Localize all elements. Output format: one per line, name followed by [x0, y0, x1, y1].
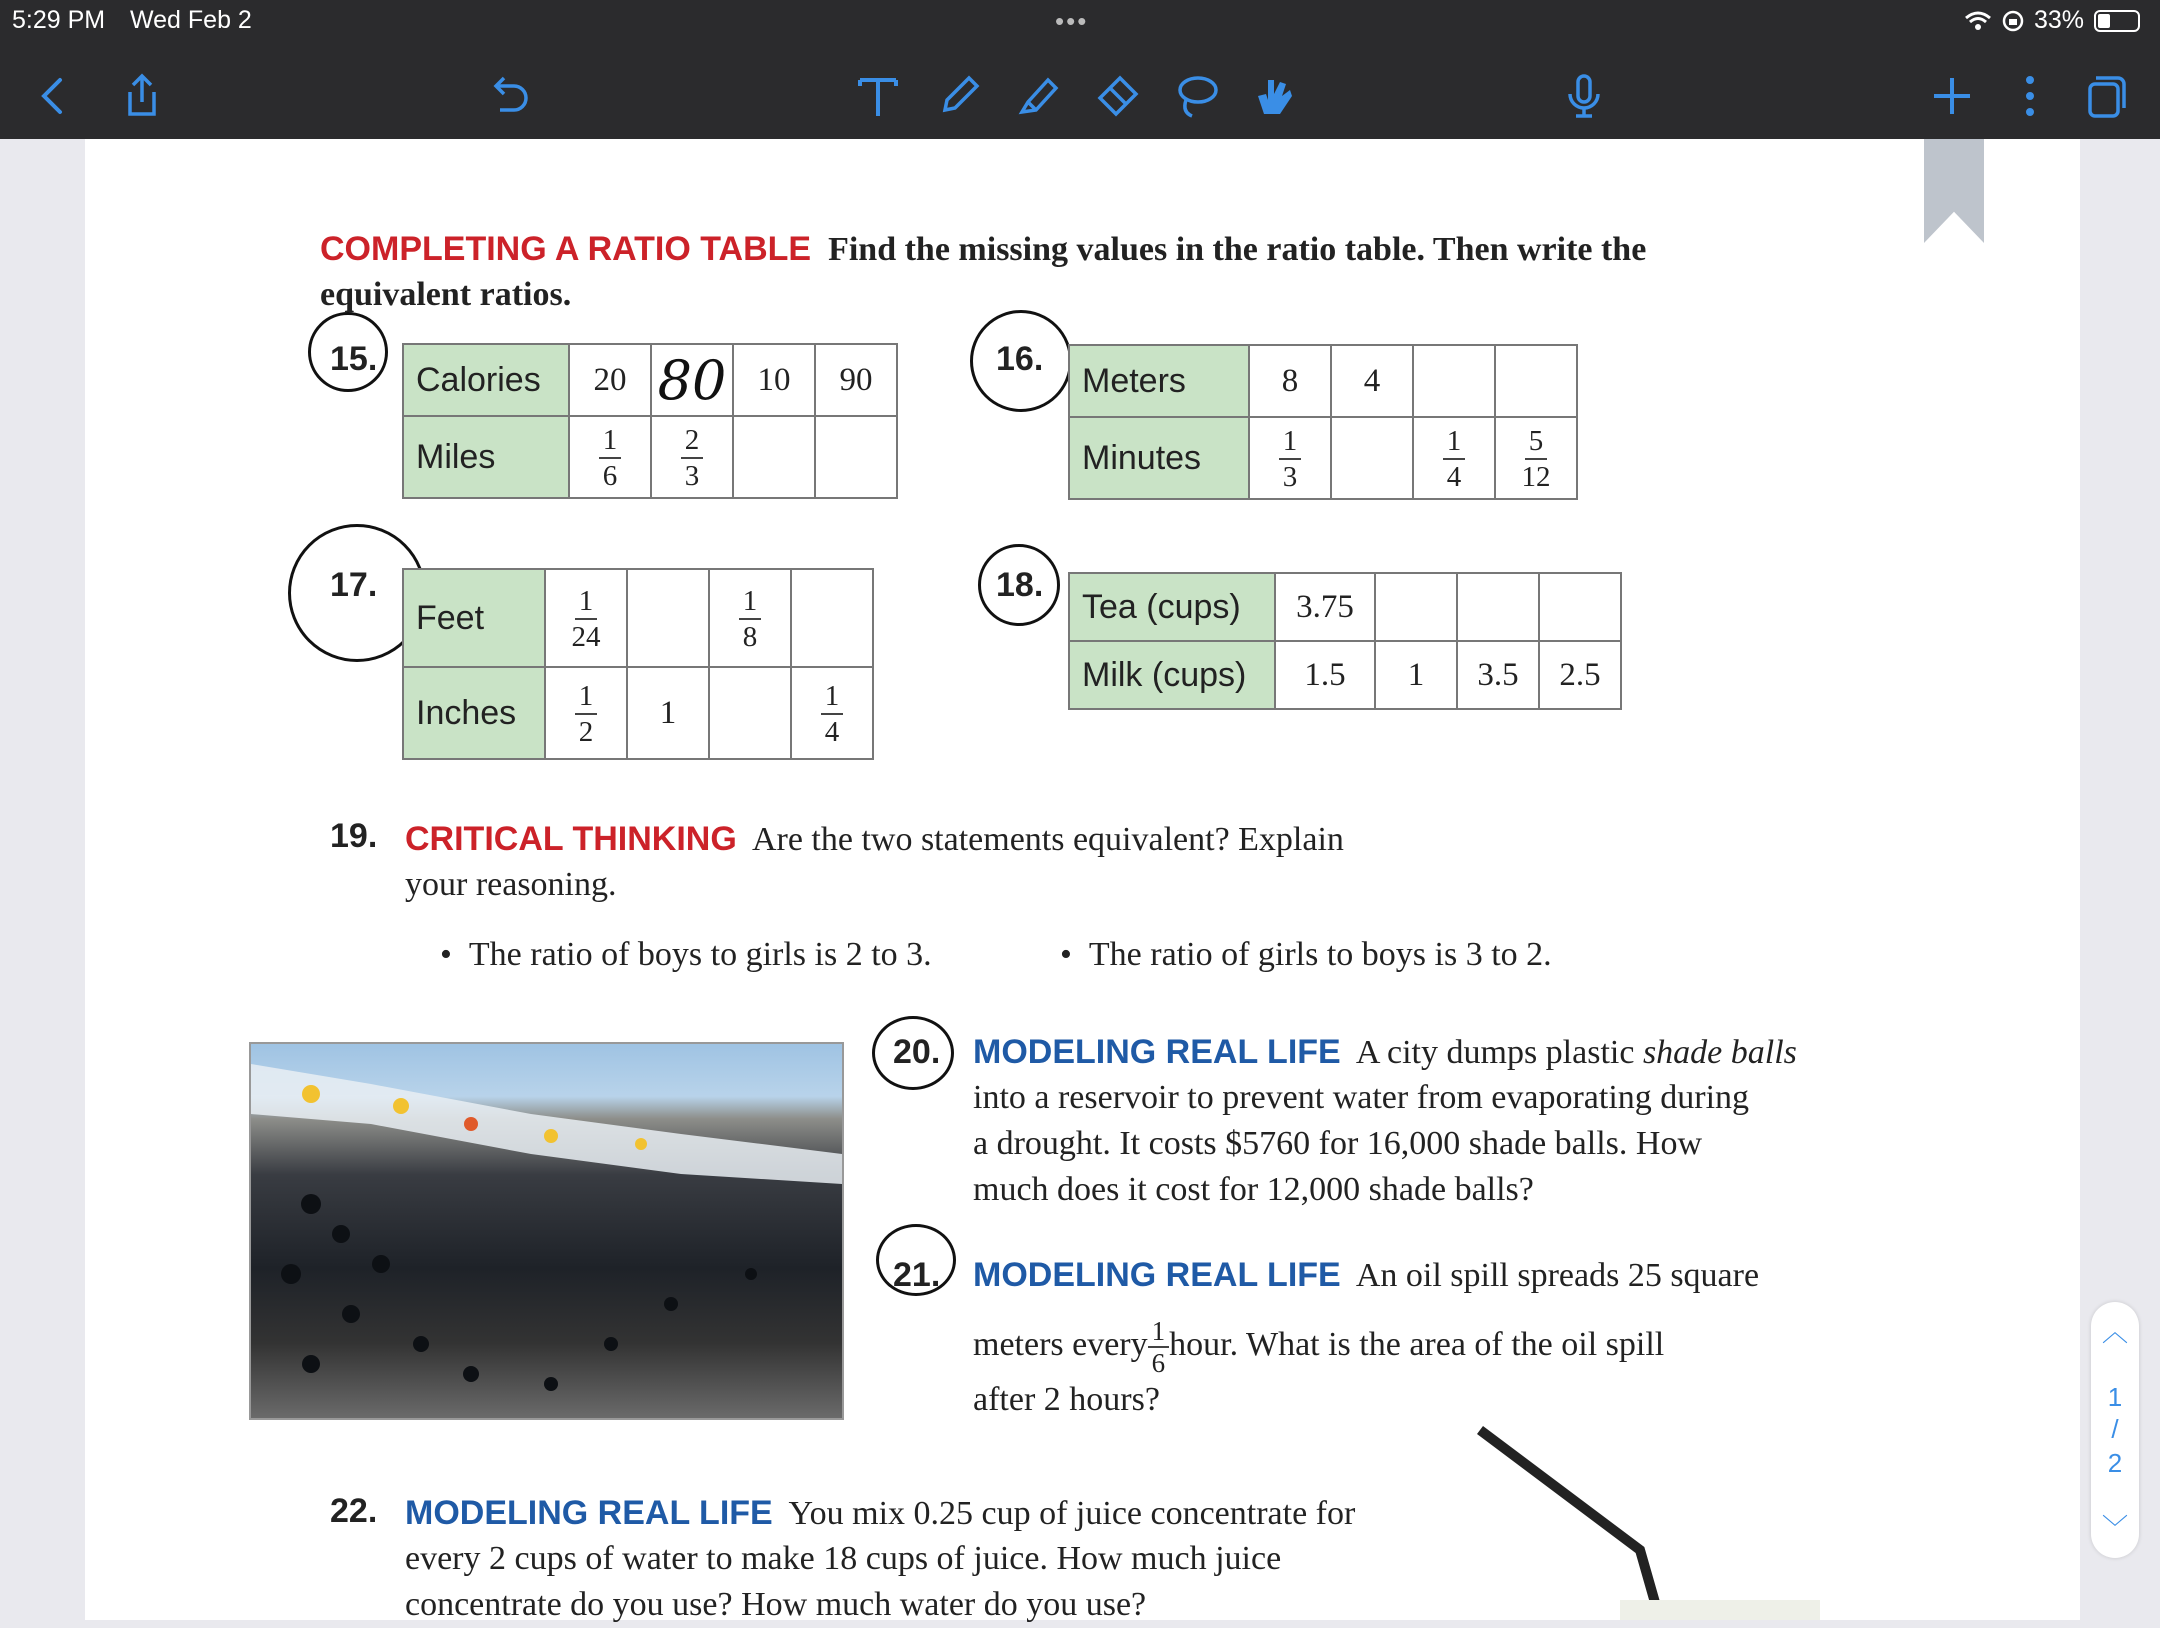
more-icon[interactable]: [2004, 68, 2056, 124]
table-cell: [1413, 345, 1495, 417]
intro-instruction-2: equivalent ratios.: [320, 276, 572, 313]
problem-18-number: 18.: [996, 566, 1044, 604]
page-navigator[interactable]: [2091, 1302, 2139, 1558]
table-cell: [1331, 417, 1413, 499]
share-icon[interactable]: [116, 68, 168, 124]
table-cell: $\frac{2}{3}$: [651, 416, 733, 498]
problem-20-line1: MODELING REAL LIFE A city dumps plastic shade balls: [973, 1033, 1797, 1071]
battery-percent: 33%: [2033, 6, 2084, 34]
table-cell: [815, 416, 897, 498]
table-cell: 3.5: [1457, 641, 1539, 709]
pen-icon[interactable]: [933, 68, 985, 124]
problem-19-bullet2: • The ratio of girls to boys is 3 to 2.: [1060, 936, 1552, 973]
problem-20-line3: a drought. It costs $5760 for 16,000 shade balls. How: [973, 1125, 1703, 1162]
problem-19-bullet1: • The ratio of boys to girls is 2 to 3.: [440, 936, 932, 973]
battery-icon: [2094, 10, 2140, 32]
problem-16-number: 16.: [996, 340, 1044, 378]
table-cell: 90: [815, 344, 897, 416]
problem-15-number: 15.: [330, 340, 378, 378]
current-page: 1: [2107, 1382, 2123, 1412]
table-cell: 20: [569, 344, 651, 416]
status-date: Wed Feb 2: [130, 6, 252, 34]
table-cell: [1539, 573, 1621, 641]
total-pages: 2: [2107, 1448, 2123, 1478]
eraser-icon[interactable]: [1092, 68, 1144, 124]
problem-17-number: 17.: [330, 566, 378, 604]
table-cell: $\frac{1}{3}$: [1249, 417, 1331, 499]
lasso-icon[interactable]: [1170, 68, 1222, 124]
problem-19-line2: your reasoning.: [405, 866, 617, 903]
table-cell: $\frac{5}{12}$: [1495, 417, 1577, 499]
multitasking-dots[interactable]: •••: [1055, 6, 1089, 36]
text-tool-icon[interactable]: [852, 68, 904, 124]
wifi-icon: [1964, 10, 1992, 32]
undo-icon[interactable]: [482, 68, 534, 124]
table-cell: 1: [1375, 641, 1457, 709]
microphone-icon[interactable]: [1558, 68, 1610, 124]
pages-icon[interactable]: [2078, 68, 2130, 124]
table-row-label: Tea (cups): [1069, 573, 1275, 641]
table-row-label: Feet: [403, 569, 545, 667]
table-cell: [791, 569, 873, 667]
problem-19-number: 19.: [330, 817, 378, 855]
table-cell: [733, 416, 815, 498]
ratio-table-18: [1068, 572, 1622, 710]
problem-21-line1: MODELING REAL LIFE An oil spill spreads 25 square: [973, 1256, 1760, 1294]
problem-21-line2: meters every $\frac{1}{6}$ hour. What is the area of the oil spill: [973, 1316, 1665, 1378]
table-cell: 2.5: [1539, 641, 1621, 709]
table-cell: [627, 569, 709, 667]
table-row-label: Milk (cups): [1069, 641, 1275, 709]
problem-20-number: 20.: [893, 1033, 941, 1071]
table-cell: $\frac{1}{8}$: [709, 569, 791, 667]
table-row-label: Minutes: [1069, 417, 1249, 499]
problem-22-line3: concentrate do you use? How much water do you use?: [405, 1586, 1147, 1623]
table-cell: [709, 667, 791, 759]
status-time: 5:29 PM: [12, 6, 106, 34]
back-icon[interactable]: [28, 68, 80, 124]
problem-20-line2: into a reservoir to prevent water from evaporating during: [973, 1079, 1750, 1116]
problem-19-line1: CRITICAL THINKING Are the two statements equivalent? Explain: [405, 820, 1344, 858]
table-cell: 10: [733, 344, 815, 416]
table-cell: [1495, 345, 1577, 417]
table-cell: $\frac{1}{4}$: [1413, 417, 1495, 499]
table-row-label: Calories: [403, 344, 569, 416]
table-cell: 4: [1331, 345, 1413, 417]
page-separator: /: [2111, 1414, 2119, 1444]
problem-21-number: 21.: [893, 1256, 941, 1294]
table-cell: $\frac{1}{24}$: [545, 569, 627, 667]
intro-heading: COMPLETING A RATIO TABLE: [320, 230, 812, 268]
problem-20-line4: much does it cost for 12,000 shade balls?: [973, 1171, 1534, 1208]
table-cell-handwritten: [651, 344, 733, 416]
chevron-down-icon[interactable]: ﹀: [2101, 1513, 2128, 1543]
intro-text: [320, 226, 1780, 273]
intro-instruction: Find the missing values in the ratio table. Then write the: [828, 231, 1647, 268]
table-cell: [1375, 573, 1457, 641]
handwritten-answer: 80: [657, 348, 727, 412]
problem-22-number: 22.: [330, 1492, 378, 1530]
table-cell: 3.75: [1275, 573, 1375, 641]
problem-22-line2: every 2 cups of water to make 18 cups of juice. How much juice: [405, 1540, 1282, 1577]
ink-circle: [970, 310, 1072, 412]
table-cell: $\frac{1}{4}$: [791, 667, 873, 759]
top-toolbar: [0, 0, 2160, 139]
table-cell: $\frac{1}{2}$: [545, 667, 627, 759]
problem-21-line3: after 2 hours?: [973, 1381, 1160, 1418]
table-row-label: Inches: [403, 667, 545, 759]
shade-balls-photo: [249, 1042, 844, 1420]
ratio-table-15: [402, 343, 898, 499]
table-row-label: Meters: [1069, 345, 1249, 417]
table-cell: 1.5: [1275, 641, 1375, 709]
table-cell: [1457, 573, 1539, 641]
ratio-table-16: [1068, 344, 1578, 500]
table-cell: 8: [1249, 345, 1331, 417]
add-icon[interactable]: [1926, 68, 1978, 124]
touch-hand-icon[interactable]: [1248, 68, 1300, 124]
juice-straw-image: [1470, 1420, 1830, 1620]
orientation-lock-icon: [2002, 10, 2024, 32]
table-row-label: Miles: [403, 416, 569, 498]
ratio-table-17: [402, 568, 874, 760]
status-right: [1964, 6, 2140, 35]
problem-22-line1: MODELING REAL LIFE You mix 0.25 cup of juice concentrate for: [405, 1494, 1356, 1532]
fraction: $\frac{1}{6}$: [1148, 1316, 1170, 1378]
chevron-up-icon[interactable]: ︿: [2101, 1317, 2128, 1347]
ink-circle: [308, 312, 388, 392]
table-cell: 1: [627, 667, 709, 759]
ink-circle: [978, 544, 1060, 626]
highlighter-icon[interactable]: [1012, 68, 1064, 124]
table-cell: $\frac{1}{6}$: [569, 416, 651, 498]
